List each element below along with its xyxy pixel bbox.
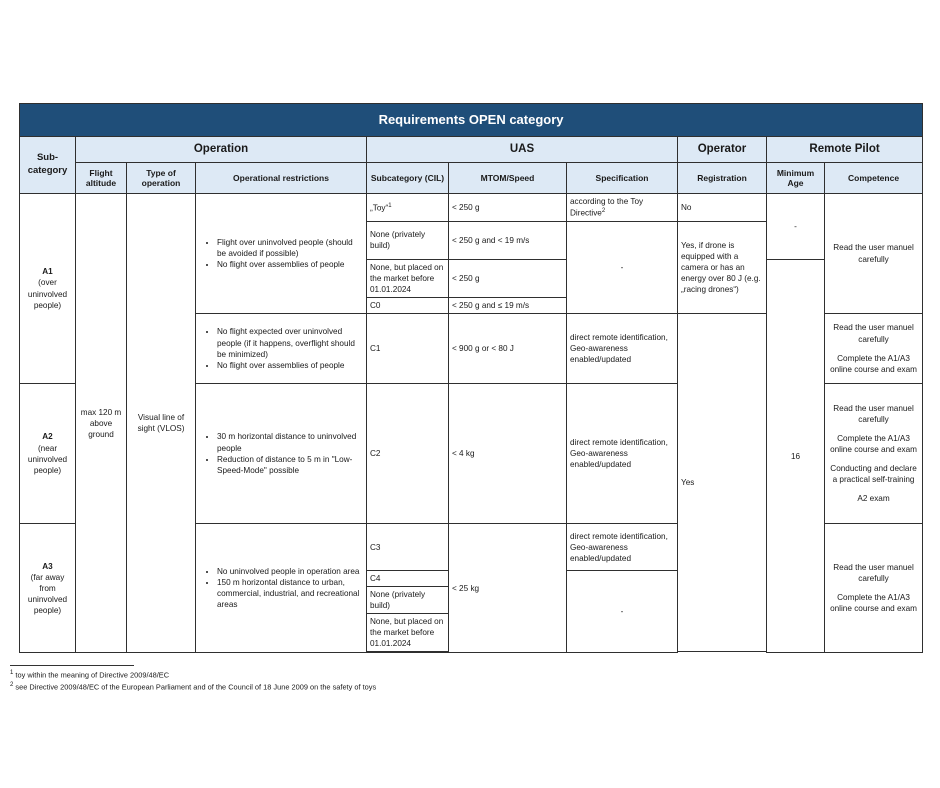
mtom-a3: < 25 kg — [449, 524, 567, 653]
restriction-item: • Reduction of distance to 5 m in "Low-Speed-Mode" possible — [217, 454, 363, 476]
mtom-c2: < 4 kg — [449, 384, 567, 524]
col-operational-restrictions: Operational restrictions — [196, 163, 367, 194]
col-mtom-speed: MTOM/Speed — [449, 163, 567, 194]
col-minimum-age: Minimum Age — [767, 163, 825, 194]
competence-line: A2 exam — [857, 494, 890, 504]
cil-c4: C4 — [367, 571, 449, 587]
subcategory-a2-cell — [20, 384, 76, 524]
restriction-item: • 30 m horizontal distance to uninvolved people — [217, 431, 363, 453]
header-remote-pilot: Remote Pilot — [767, 137, 923, 163]
subcategory-desc: (far away from uninvolved people) — [27, 572, 68, 615]
header-operator: Operator — [678, 137, 767, 163]
restriction-item: • No flight expected over uninvolved people (if it happens, overflight should be minimized) — [217, 326, 363, 359]
footnote-2 — [10, 682, 376, 691]
cil-c2: C2 — [367, 384, 449, 524]
restriction-item: • No flight over assemblies of people — [217, 259, 363, 270]
subcategory-a1-cell — [20, 194, 76, 384]
table-row — [20, 194, 923, 222]
header-operation: Operation — [76, 137, 367, 163]
mtom-c1: < 900 g or < 80 J — [449, 314, 567, 384]
competence-line: Read the user manuel carefully — [833, 323, 914, 344]
restrictions-a3-cell — [196, 524, 367, 653]
spec-dash: - — [567, 221, 678, 313]
competence-line: Complete the A1/A3 online course and exam — [830, 353, 917, 374]
cil-c1: C1 — [367, 314, 449, 384]
footnote-mark: 1 — [10, 670, 14, 676]
restriction-item: • 150 m horizontal distance to urban, commercial, industrial, and recreational areas — [217, 577, 363, 610]
subcategory-desc: (over uninvolved people) — [27, 278, 68, 310]
subcategory-desc: (near uninvolved people) — [27, 443, 68, 475]
footnote-divider — [10, 665, 134, 666]
competence-line: Complete the A1/A3 online course and exam — [830, 434, 917, 455]
spacer-cell — [367, 652, 449, 653]
restrictions-a1-cell — [196, 194, 367, 314]
cil-toy: „Toy“ — [370, 203, 389, 213]
mtom-c0: < 250 g and ≤ 19 m/s — [449, 298, 567, 314]
table-title: Requirements OPEN category — [20, 104, 923, 137]
competence-a1-cell: Read the user manuel carefully — [825, 194, 923, 314]
col-type-of-operation: Type of operation — [127, 163, 196, 194]
competence-line: Read the user manuel carefully — [833, 563, 914, 584]
cil-toy-cell — [367, 194, 449, 222]
mtom-none-private: < 250 g and < 19 m/s — [449, 221, 567, 259]
footnote-mark: 1 — [388, 202, 392, 209]
restrictions-a1-c1-cell — [196, 314, 367, 384]
restriction-item: • Flight over uninvolved people (should be avoided if possible) — [217, 237, 363, 259]
footnote-mark: 2 — [10, 682, 14, 688]
footnote-text: toy within the meaning of Directive 2009/48/EC — [15, 670, 170, 680]
restrictions-a2-cell — [196, 384, 367, 524]
mtom-toy: < 250 g — [449, 194, 567, 222]
competence-a3-cell — [825, 524, 923, 653]
competence-line: Complete the A1/A3 online course and exam — [830, 593, 917, 614]
footnote-1 — [10, 670, 169, 679]
cil-c3: C3 — [367, 524, 449, 571]
cil-a3-none-market: None, but placed on the market before 01.01.2024 — [367, 614, 449, 652]
type-of-operation-cell: Visual line of sight (VLOS) — [127, 194, 196, 653]
spec-c1: direct remote identification, Geo-awareness enabled/updated — [567, 314, 678, 384]
requirements-table — [19, 103, 923, 653]
col-flight-altitude: Flight altitude — [76, 163, 127, 194]
restriction-item: • No uninvolved people in operation area — [217, 566, 363, 577]
registration-toy: No — [678, 194, 767, 222]
footnote-mark: 2 — [601, 208, 606, 215]
cil-none-market: None, but placed on the market before 01.01.2024 — [367, 259, 449, 297]
header-uas: UAS — [367, 137, 678, 163]
cil-c0: C0 — [367, 298, 449, 314]
minimum-age: 16 — [767, 259, 825, 653]
spec-c2: direct remote identification, Geo-awareness enabled/updated — [567, 384, 678, 524]
spec-dash-a3: - — [567, 571, 678, 653]
col-subcategory-cil: Subcategory (CIL) — [367, 163, 449, 194]
subcategory-code: A2 — [42, 432, 53, 442]
age-dash: - — [767, 194, 825, 260]
col-specification: Specification — [567, 163, 678, 194]
header-subcategory: Sub-category — [20, 137, 76, 194]
competence-line: Conducting and declare a practical self-training — [830, 464, 917, 485]
col-competence: Competence — [825, 163, 923, 194]
competence-line: Read the user manuel carefully — [833, 403, 914, 424]
competence-c1-cell — [825, 314, 923, 384]
spec-c3: direct remote identification, Geo-awareness enabled/updated — [567, 524, 678, 571]
restriction-item: • No flight over assemblies of people — [217, 360, 363, 371]
mtom-none-market: < 250 g — [449, 259, 567, 297]
col-registration: Registration — [678, 163, 767, 194]
cil-none-private: None (privately build) — [367, 221, 449, 259]
footnote-text: see Directive 2009/48/EC of the European Parliament and of the Council of 18 June 2009 on the safety of toys — [15, 682, 377, 692]
subcategory-code: A1 — [42, 267, 53, 277]
competence-a2-cell — [825, 384, 923, 524]
cil-a3-none-private: None (privately build) — [367, 587, 449, 614]
spec-toy: according to the Toy Directive — [570, 197, 644, 218]
registration-camera: Yes, if drone is equipped with a camera or has an energy over 80 J (e.g. „racing drones“) — [678, 221, 767, 313]
subcategory-code: A3 — [42, 561, 53, 571]
subcategory-a3-cell — [20, 524, 76, 653]
spec-toy-cell — [567, 194, 678, 222]
flight-altitude-cell: max 120 m above ground — [76, 194, 127, 653]
registration-yes: Yes — [678, 314, 767, 652]
